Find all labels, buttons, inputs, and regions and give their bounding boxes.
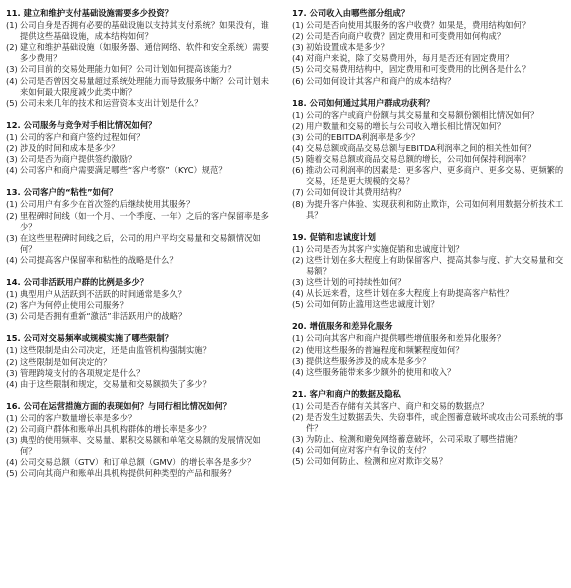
- question-item: [292, 456, 566, 467]
- question-item: [292, 445, 566, 456]
- question-number: (3): [6, 435, 18, 446]
- question-text: 建立和维护基础设施（如服务器、通信网络、软件和安全系统）需要多少费用？: [20, 42, 269, 64]
- question-item: [6, 154, 272, 165]
- question-number: (3): [292, 434, 304, 445]
- question-text: 使用这些服务的普遍程度和频繁程度如何？: [306, 344, 464, 355]
- question-text: 管理跨境支付的各项规定是什么？: [20, 367, 145, 378]
- question-number: (3): [292, 277, 304, 288]
- question-text: 涉及的时间和成本是多少？: [20, 143, 120, 154]
- question-number: (1): [6, 199, 18, 210]
- question-item: [6, 233, 272, 255]
- question-text: 客户为何停止使用公司服务？: [20, 300, 128, 311]
- question-item: [6, 165, 272, 176]
- question-number: (1): [292, 400, 304, 411]
- question-number: (2): [292, 344, 304, 355]
- question-number: (6): [292, 75, 304, 86]
- question-item: [292, 143, 566, 154]
- question-item: [292, 333, 566, 344]
- question-item: [292, 165, 566, 187]
- question-text: 公司用户有多少在首次签约后继续使用其服务？: [20, 199, 195, 210]
- question-number: (1): [292, 109, 304, 120]
- section-title: 13. 公司客户的“粘性”如何？: [6, 187, 118, 198]
- question-text: 公司未来几年的技术和运营资本支出计划是什么？: [20, 97, 203, 108]
- question-item: [6, 379, 272, 390]
- question-item: [292, 367, 566, 378]
- question-text: 这些服务能带来多少额外的使用和收入？: [306, 366, 456, 377]
- question-number: (6): [292, 165, 304, 176]
- section-title: 17. 公司收入由哪些部分组成？: [292, 8, 410, 18]
- question-text: 公司的EBITDA利润率是多少？: [306, 131, 420, 142]
- question-text: 公司自身是否拥有必要的基础设施以支持其支付系统？如果没有，谁提供这些基础设施，成本结构如何？: [20, 20, 269, 42]
- question-text: 从长远来看，这些计划在多大程度上有助提高客户粘性？: [306, 288, 514, 299]
- question-number: (3): [6, 311, 18, 322]
- question-text: 初始设置成本是多少？: [306, 42, 389, 53]
- question-number: (4): [6, 165, 18, 176]
- question-item: [6, 345, 272, 356]
- question-item: [6, 76, 272, 98]
- question-item: [6, 357, 272, 368]
- question-text: 公司是否向使用其服务的客户收费？如果是，费用结构如何？: [306, 20, 531, 31]
- question-number: (5): [292, 154, 304, 165]
- question-section: [6, 187, 272, 266]
- question-text: 公司如何防止、检测和应对欺诈交易？: [306, 456, 448, 467]
- section-title: 15. 公司对交易频率或规模实施了哪些限制？: [6, 333, 173, 344]
- question-text: 里程碑时间线（如一个月、一个季度、一年）之后的客户保留率是多少？: [20, 210, 269, 232]
- question-number: (2): [6, 210, 18, 221]
- question-section: [292, 321, 566, 377]
- question-text: 公司向其客户和商户提供哪些增值服务和差异化服务？: [306, 333, 506, 344]
- question-number: (1): [6, 289, 18, 300]
- question-item: [292, 64, 566, 75]
- question-text: 由于这些限制和规定，交易量和交易额损失了多少？: [20, 378, 211, 389]
- question-number: (1): [292, 333, 304, 344]
- section-title: 19. 促销和忠诚度计划: [292, 231, 376, 242]
- question-text: 典型的使用频率、交易量、累积交易额和单笔交易额的发展情况如何？: [20, 435, 261, 457]
- question-item: [292, 288, 566, 299]
- question-item: [292, 110, 566, 121]
- question-item: [292, 76, 566, 87]
- question-text: 公司是否向商户收费？固定费用和可变费用如何构成？: [306, 31, 506, 42]
- question-number: (2): [292, 31, 304, 42]
- question-text: 交易总额或商品交易总额与EBITDA利润率之间的相关性如何？: [306, 143, 536, 154]
- question-text: 提供这些服务涉及的成本是多少？: [306, 355, 431, 366]
- question-number: (2): [6, 42, 18, 53]
- question-text: 推动公司利润率的因素是：更多客户、更多商户、更多交易、更频繁的交易，还是更大规模的交易？: [306, 165, 564, 187]
- question-item: [6, 211, 272, 233]
- question-text: 公司是否拥有重新“激活”非活跃用户的战略？: [20, 311, 187, 322]
- section-title: 21. 客户和商户的数据及隐私: [292, 388, 401, 399]
- question-number: (4): [292, 53, 304, 64]
- question-number: (5): [6, 97, 18, 108]
- question-text: 公司是否为商户提供签约激励？: [20, 154, 137, 165]
- section-title: 20. 增值服务和差异化服务: [292, 321, 393, 332]
- question-number: (2): [292, 120, 304, 131]
- question-item: [292, 53, 566, 64]
- question-section: [6, 333, 272, 389]
- question-number: (2): [6, 300, 18, 311]
- question-text: 用户数量和交易的增长与公司收入增长相比情况如何？: [306, 120, 506, 131]
- question-section: [6, 8, 272, 109]
- question-item: [6, 64, 272, 75]
- question-number: (1): [6, 345, 18, 356]
- question-number: (3): [292, 355, 304, 366]
- question-item: [292, 434, 566, 445]
- question-number: (4): [292, 288, 304, 299]
- question-text: 公司是否为其客户实施促销和忠诚度计划？: [306, 243, 464, 254]
- question-text: 是否发生过数据丢失、失窃事件，或企图蓄意破坏或攻击公司系统的事件？: [306, 412, 564, 434]
- question-number: (2): [6, 424, 18, 434]
- section-title: 16. 公司在运营措施方面的表现如何？与同行相比情况如何？: [6, 400, 232, 411]
- section-title: 18. 公司如何通过其用户群成功获利？: [292, 97, 435, 108]
- question-number: (3): [292, 42, 304, 53]
- question-item: [6, 468, 272, 479]
- question-number: (1): [6, 412, 18, 423]
- question-number: (4): [6, 378, 18, 389]
- question-text: 对商户来说，除了交易费用外，每月是否还有固定费用？: [306, 53, 514, 64]
- question-item: [292, 277, 566, 288]
- question-item: [292, 244, 566, 255]
- question-text: 公司的客户和商户签约过程如何？: [20, 131, 145, 142]
- question-number: (5): [292, 64, 304, 75]
- question-number: (5): [292, 456, 304, 467]
- question-item: [292, 412, 566, 434]
- question-number: (3): [6, 64, 18, 75]
- question-number: (3): [6, 367, 18, 378]
- question-item: [292, 255, 566, 277]
- question-number: (8): [292, 198, 304, 209]
- question-item: [292, 121, 566, 132]
- question-text: 公司交易总额（GTV）和订单总额（GMV）的增长率各是多少？: [20, 457, 256, 468]
- question-number: (7): [292, 187, 304, 198]
- question-number: (3): [292, 131, 304, 142]
- question-text: 公司商户群体和账单出具机构群体的增长率是多少？: [20, 424, 211, 434]
- question-section: [292, 389, 566, 468]
- question-item: [6, 457, 272, 468]
- question-section: [6, 401, 272, 480]
- question-number: (4): [6, 457, 18, 468]
- question-text: 这些计划的可持续性如何？: [306, 277, 406, 288]
- question-text: 公司如何应对客户有争议的支付？: [306, 445, 431, 456]
- question-text: 公司向其商户和账单出具机构提供何种类型的产品和服务？: [20, 468, 236, 479]
- question-number: (2): [6, 356, 18, 367]
- question-text: 典型用户从活跃到不活跃的时间通常是多久？: [20, 289, 186, 300]
- question-item: [6, 20, 272, 42]
- question-item: [292, 345, 566, 356]
- question-text: 公司如何防止滥用这些忠诚度计划？: [306, 299, 439, 310]
- question-text: 随着交易总额或商品交易总额的增长，公司如何保持利润率？: [306, 154, 531, 165]
- question-item: [292, 199, 566, 221]
- question-item: [6, 300, 272, 311]
- question-text: 为提升客户体验、实现获利和防止欺诈，公司如何利用数据分析技术工具？: [306, 198, 564, 220]
- question-text: 公司交易费用结构中，固定费用和可变费用的比例各是什么？: [306, 64, 531, 75]
- question-section: [6, 120, 272, 176]
- question-number: (4): [6, 75, 18, 86]
- question-number: (4): [292, 445, 304, 456]
- question-item: [292, 31, 566, 42]
- question-item: [292, 20, 566, 31]
- question-number: (2): [6, 143, 18, 154]
- question-text: 公司如何设计其客户和商户的成本结构？: [306, 75, 456, 86]
- question-item: [292, 401, 566, 412]
- question-item: [6, 255, 272, 266]
- question-text: 这些限制是如何决定的？: [20, 356, 112, 367]
- question-item: [6, 143, 272, 154]
- question-number: (5): [6, 468, 18, 479]
- question-section: [292, 8, 566, 87]
- question-number: (1): [292, 243, 304, 254]
- question-item: [6, 424, 272, 435]
- question-text: 公司是否存储有关其客户、商户和交易的数据点？: [306, 400, 489, 411]
- left-column: [6, 8, 272, 490]
- question-text: 公司如何设计其费用结构？: [306, 187, 406, 198]
- question-text: 公司的客户数量增长率是多少？: [20, 412, 137, 423]
- question-section: [292, 232, 566, 311]
- section-title: 11. 建立和维护支付基础设施需要多少投资？: [6, 8, 173, 18]
- question-number: (3): [6, 154, 18, 165]
- question-text: 这些计划在多大程度上有助保留客户、提高其参与度、扩大交易量和交易额？: [306, 254, 564, 276]
- question-text: 公司提高客户保留率和粘性的战略是什么？: [20, 254, 178, 265]
- question-item: [6, 311, 272, 322]
- question-item: [292, 356, 566, 367]
- question-text: 在这些里程碑时间线之后，公司的用户平均交易量和交易额情况如何？: [20, 232, 261, 254]
- question-item: [292, 42, 566, 53]
- question-item: [292, 154, 566, 165]
- section-title: 14. 公司非活跃用户群的比例是多少？: [6, 276, 149, 287]
- question-number: (1): [6, 20, 18, 31]
- question-item: [6, 42, 272, 64]
- right-column: [292, 8, 566, 478]
- question-text: 这些限制是由公司决定，还是由监管机构强制实施？: [20, 345, 211, 356]
- question-number: (4): [292, 143, 304, 154]
- question-item: [6, 98, 272, 109]
- question-number: (5): [292, 299, 304, 310]
- question-section: [6, 277, 272, 322]
- question-number: (2): [292, 412, 304, 422]
- question-number: (2): [292, 254, 304, 265]
- question-item: [6, 413, 272, 424]
- question-item: [6, 132, 272, 143]
- question-number: (4): [292, 366, 304, 377]
- question-item: [292, 187, 566, 198]
- question-number: (3): [6, 232, 18, 243]
- question-text: 公司是否曾因交易量超过系统处理能力而导致服务中断？公司计划未来如何最大限度减少此类中断？: [20, 75, 269, 97]
- section-title: 12. 公司服务与竞争对手相比情况如何？: [6, 119, 157, 130]
- question-text: 公司目前的交易处理能力如何？公司计划如何提高该能力？: [20, 64, 236, 75]
- question-text: 公司的客户或商户份额与其交易量和交易额份额相比情况如何？: [306, 109, 539, 120]
- question-item: [6, 435, 272, 457]
- question-item: [6, 289, 272, 300]
- question-text: 为防止、检测和避免网络蓄意破坏，公司采取了哪些措施？: [306, 434, 522, 445]
- question-text: 公司客户和商户需要满足哪些“客户考察”（KYC）规范？: [20, 165, 227, 176]
- question-item: [292, 132, 566, 143]
- question-number: (1): [292, 20, 304, 31]
- question-item: [6, 199, 272, 210]
- question-number: (1): [6, 131, 18, 142]
- question-section: [292, 98, 566, 221]
- question-item: [292, 299, 566, 310]
- question-number: (4): [6, 254, 18, 265]
- question-item: [6, 368, 272, 379]
